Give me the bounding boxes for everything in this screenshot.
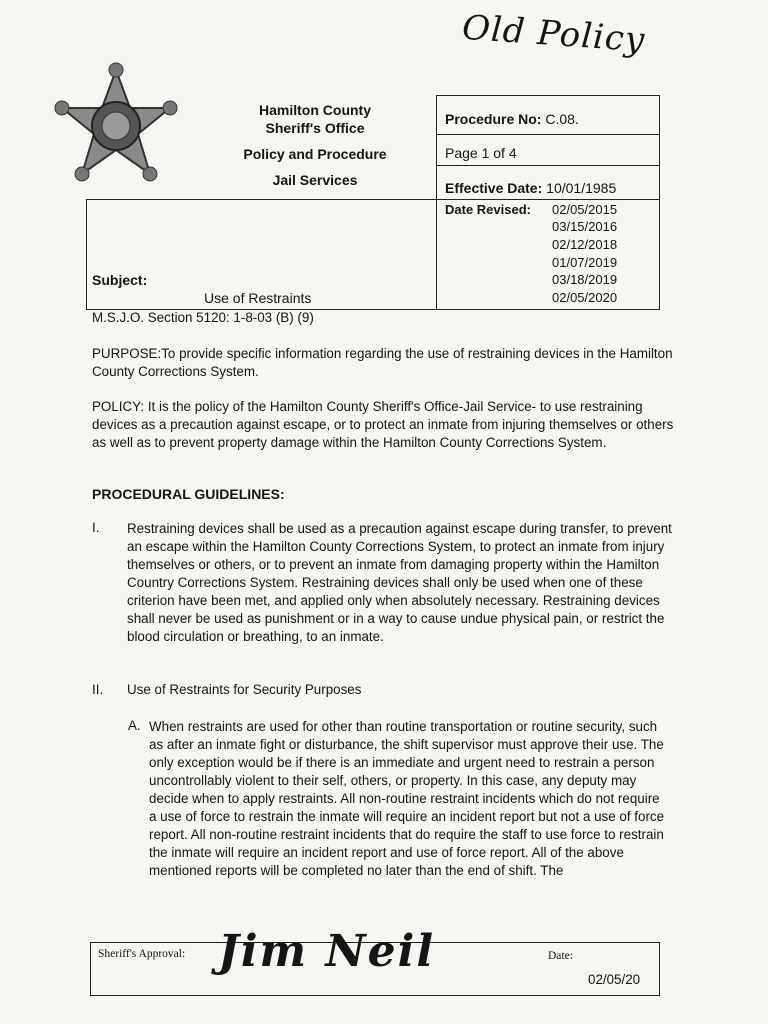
date-label: Date:	[548, 950, 573, 962]
revised-date: 02/12/2018	[552, 237, 618, 252]
subsection-a-text: When restraints are used for other than routine transportation or routine security, such as after an inmate fight or disturbance, the shift supervisor must approve their use. The only exception would be if there is an immediate and urgent need to restrain a person uncontrollably violent to their self, others, or property. In this case, any deputy may decide when to apply restraints. All non-routine restraint incidents which do not require a use of force to restrain the inmate will require an incident report but not a use of force report. All non-routine restraint incidents that do require the staff to use force to restrain the inmate will require an incident report and use of force report. All of the above mentioned reports will be completed no later than the end of shift. The	[149, 719, 665, 878]
page-indicator: Page 1 of 4	[445, 145, 517, 161]
subsection-a-label: A.	[128, 718, 141, 733]
county-name: Hamilton County	[259, 102, 371, 118]
handwritten-annotation: Old Policy	[460, 7, 647, 61]
effective-label: Effective Date:	[445, 180, 543, 196]
effective-date: 10/01/1985	[546, 180, 617, 196]
revised-date: 02/05/2015	[552, 202, 618, 217]
section-2-number: II.	[92, 682, 104, 697]
subject-label: Subject:	[92, 272, 148, 288]
revised-date: 03/15/2016	[552, 219, 618, 234]
guidelines-heading: PROCEDURAL GUIDELINES:	[92, 486, 285, 502]
revised-date: 01/07/2019	[552, 255, 618, 270]
section-1-text: Restraining devices shall be used as a precaution against escape during transfer, to prevent an escape within the Hamilton County Corrections System, to protect an inmate from injury themselves or others, or to prevent an inmate from damaging property within the Hamilton Country Corrections System. Restraining devices shall only be used when one of these criterion have been met, and applied only when absolutely necessary. Restraining devices shall never be used as punishment or in a way to cause undue physical pain, or restrict the blood circulation or breathing, to an inmate.	[127, 521, 672, 644]
purpose-paragraph: PURPOSE:To provide specific information regarding the use of restraining devices in the Hamilton County Corrections System.	[92, 346, 673, 379]
office-name: Sheriff's Office	[265, 120, 365, 136]
approval-date: 02/05/20	[588, 972, 641, 987]
effective-row	[445, 180, 616, 196]
revised-label: Date Revised:	[445, 202, 531, 217]
doc-type: Policy and Procedure	[243, 146, 387, 162]
division: Jail Services	[272, 172, 358, 188]
section-2-title: Use of Restraints for Security Purposes	[127, 682, 362, 697]
revised-date: 03/18/2019	[552, 272, 618, 287]
revised-date: 02/05/2020	[552, 290, 618, 305]
policy-paragraph: POLICY: It is the policy of the Hamilton County Sheriff's Office-Jail Service- to use restraining devices as a precaution against escape, or to protect an inmate from injuring themselves or others as well as to prevent property damage within the Hamilton County Corrections System.	[92, 399, 674, 450]
sheriff-badge-icon	[52, 62, 180, 190]
subject-value: Use of Restraints	[204, 290, 312, 306]
section-1-number: I.	[92, 520, 100, 535]
reference: M.S.J.O. Section 5120: 1-8-03 (B) (9)	[92, 310, 314, 325]
procedure-number: C.08.	[545, 111, 579, 127]
procedure-row	[445, 111, 579, 127]
sheriff-signature: Jim Neil	[218, 926, 436, 977]
procedure-label: Procedure No:	[445, 111, 542, 127]
approval-label: Sheriff's Approval:	[98, 948, 186, 960]
